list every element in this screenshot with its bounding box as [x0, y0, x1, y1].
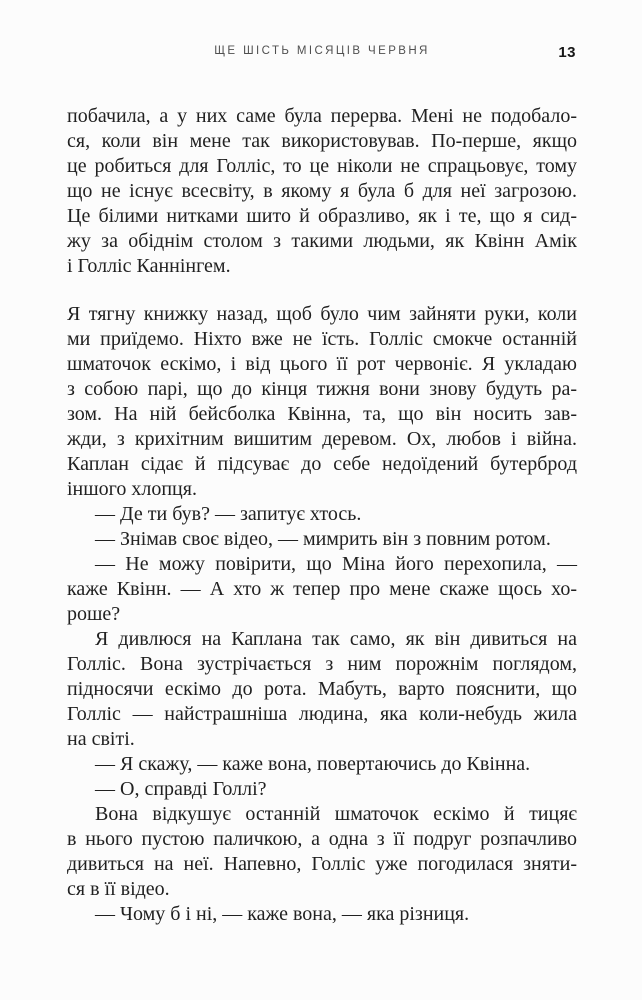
text-line: Голліс. Вона зустрічається з ним порожнім поглядом, — [67, 653, 577, 675]
text-line: Каплан сідає й підсуває до себе недоїдений бутерброд — [67, 453, 577, 475]
paragraph — [67, 802, 577, 902]
text-line: Я тягну книжку назад, щоб було чим зайняти руки, коли — [67, 303, 577, 325]
text-line: зом. На ній бейсболка Квінна, та, що він носить зав- — [67, 403, 577, 425]
paragraph — [67, 527, 577, 552]
paragraph — [67, 552, 577, 627]
text-line: — Не можу повірити, що Міна його перехопила, — — [95, 553, 577, 575]
text-line: ся в її відео. — [67, 878, 170, 900]
text-line: ми приїдемо. Ніхто вже не їсть. Голліс смокче останній — [67, 328, 577, 350]
text-line: каже Квінн. — А хто ж тепер про мене скаже щось хо- — [67, 578, 577, 600]
paragraph — [67, 302, 577, 502]
text-line: іншого хлопця. — [67, 478, 197, 500]
running-header — [67, 45, 577, 65]
paragraph — [67, 627, 577, 752]
paragraph — [67, 752, 577, 777]
text-line: побачила, а у них саме була перерва. Мені не подобало- — [67, 105, 577, 127]
text-line: роше? — [67, 603, 121, 625]
paragraph — [67, 777, 577, 802]
page-number: 13 — [558, 44, 576, 61]
text-line: — Знімав своє відео, — мимрить він з повним ротом. — [95, 528, 551, 550]
text-line: шматочок ескімо, і від цього її рот червоніє. Я укладаю — [67, 353, 577, 375]
text-line: жу за обіднім столом з такими людьми, як Квінн Амік — [67, 230, 577, 252]
text-line: що не існує всесвіту, в якому я була б для неї загрозою. — [67, 180, 577, 202]
text-line: на світі. — [67, 728, 135, 750]
text-line: з собою парі, що до кінця тижня вони знову будуть ра- — [67, 378, 577, 400]
text-line: Я дивлюся на Каплана так само, як він дивиться на — [95, 628, 577, 650]
page-body-text — [67, 104, 577, 927]
paragraph — [67, 502, 577, 527]
text-line: жди, з крихітним вишитим деревом. Ох, любов і війна. — [67, 428, 577, 450]
text-line: підносячи ескімо до рота. Мабуть, варто пояснити, що — [67, 678, 577, 700]
running-title: ЩЕ ШІСТЬ МІСЯЦІВ ЧЕРВНЯ — [214, 45, 430, 57]
text-line: в нього пустою паличкою, а одна з її подруг розпачливо — [67, 828, 577, 850]
paragraph — [67, 104, 577, 279]
text-line: і Голліс Каннінгем. — [67, 255, 231, 277]
text-line: Це білими нитками шито й образливо, як і те, що я сид- — [67, 205, 577, 227]
text-line: це робиться для Голліс, то це ніколи не спрацьовує, тому — [67, 155, 577, 177]
paragraph — [67, 902, 577, 927]
text-line: Голліс — найстрашніша людина, яка коли-небудь жила — [67, 703, 577, 725]
text-line: — Де ти був? — запитує хтось. — [95, 503, 362, 525]
text-line: — О, справді Голлі? — [95, 778, 267, 800]
text-line: ся, коли він мене так використовував. По-перше, якщо — [67, 130, 577, 152]
text-line: — Я скажу, — каже вона, повертаючись до Квінна. — [95, 753, 531, 775]
text-line: — Чому б і ні, — каже вона, — яка різниця. — [95, 903, 470, 925]
text-line: Вона відкушує останній шматочок ескімо й тицяє — [95, 803, 577, 825]
text-line: дивиться на неї. Напевно, Голліс уже погодилася зняти- — [67, 853, 577, 875]
